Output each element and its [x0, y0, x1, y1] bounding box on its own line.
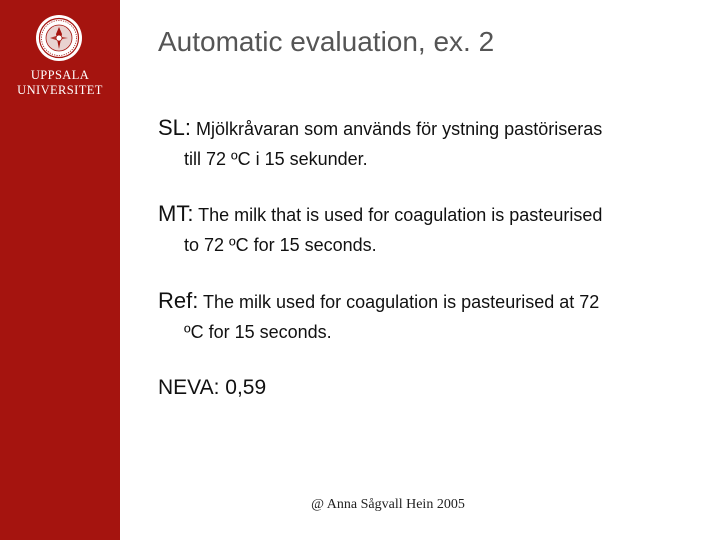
neva-score: NEVA: 0,59 — [158, 376, 267, 399]
sl-tag: SL: — [158, 115, 192, 140]
mt-text-2: to 72 ºC for 15 seconds. — [184, 235, 377, 255]
footer-credit: @ Anna Sågvall Hein 2005 — [311, 497, 465, 512]
wordmark-line-1: UPPSALA — [30, 68, 90, 82]
ref-text-2: ºC for 15 seconds. — [184, 322, 332, 342]
mt-line-1 — [158, 199, 698, 230]
university-seal-icon — [35, 14, 83, 62]
wordmark-line-2: UNIVERSITET — [17, 83, 103, 97]
sl-entry — [158, 113, 698, 174]
mt-tag: MT: — [158, 201, 194, 226]
sl-text-1: Mjölkråvaran som används för ystning pastöriseras — [191, 119, 603, 139]
university-wordmark — [0, 68, 120, 98]
sl-line-1 — [158, 113, 698, 144]
ref-tag: Ref: — [158, 288, 199, 313]
ref-text-1: The milk used for coagulation is pasteurised at 72 — [198, 292, 600, 312]
sidebar — [0, 0, 120, 540]
neva-entry — [158, 373, 698, 403]
mt-text-1: The milk that is used for coagulation is pasteurised — [193, 205, 603, 225]
ref-line-1 — [158, 286, 698, 317]
ref-entry — [158, 286, 698, 347]
sl-text-2: till 72 ºC i 15 sekunder. — [184, 149, 368, 169]
mt-entry — [158, 199, 698, 260]
slide-title: Automatic evaluation, ex. 2 — [158, 26, 495, 57]
